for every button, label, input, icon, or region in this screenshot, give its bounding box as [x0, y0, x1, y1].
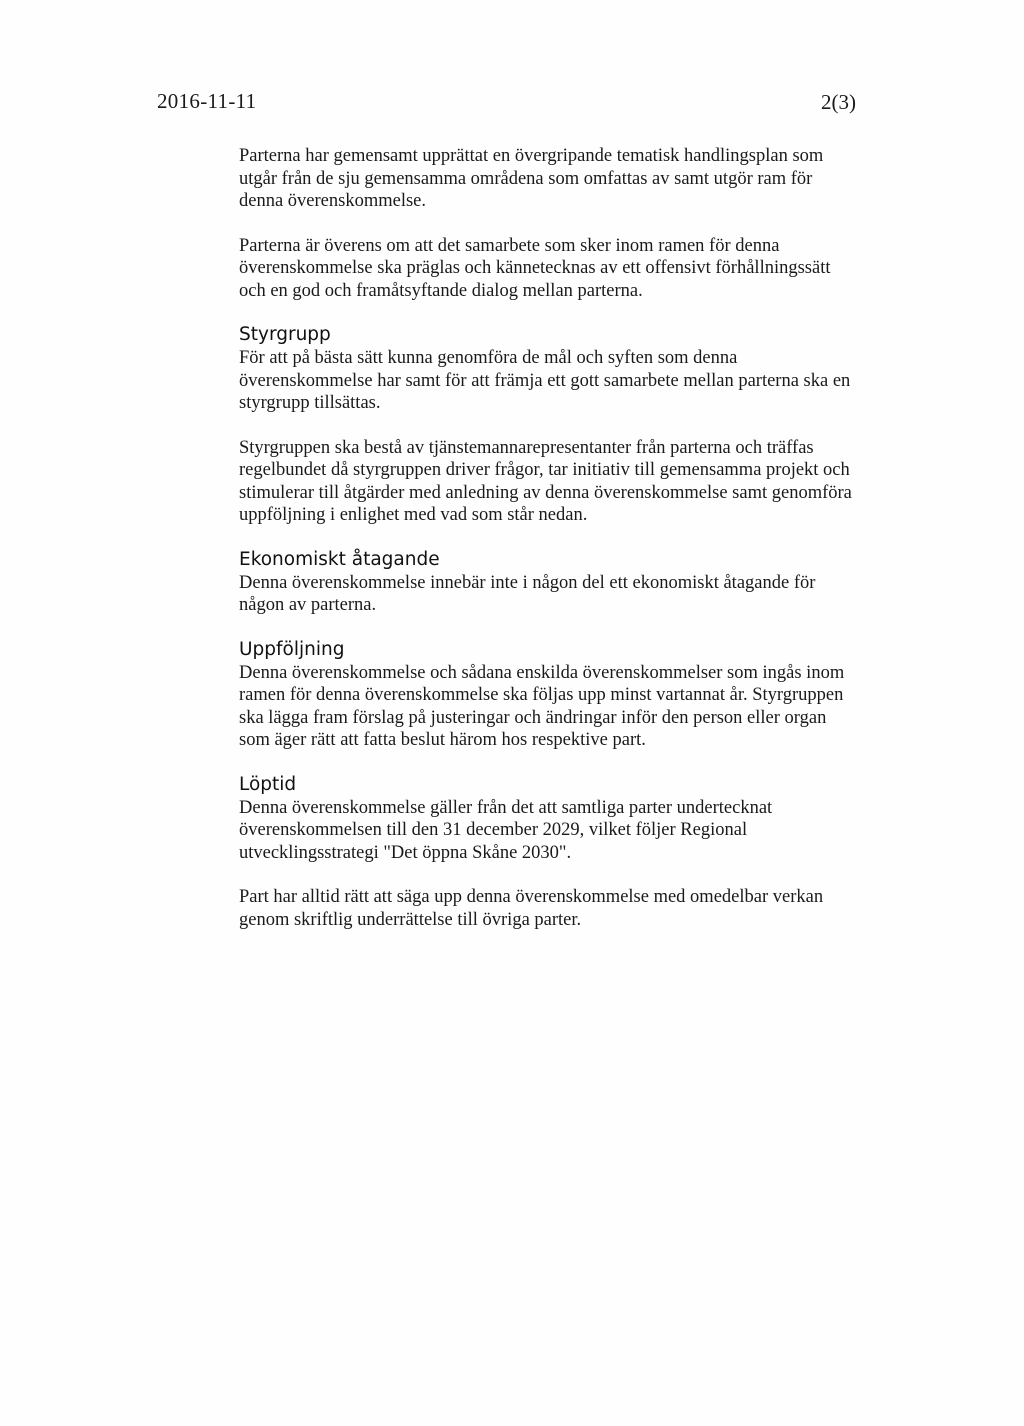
text-line: genom skriftlig underrättelse till övriga parter. [239, 909, 582, 930]
text-line: För att på bästa sätt kunna genomföra de mål och syften som denna [239, 348, 738, 368]
text-line: och en god och framåtsyftande dialog mellan parterna. [239, 280, 643, 301]
heading-loptid: Löptid [239, 773, 297, 795]
text-line: Denna överenskommelse innebär inte i någon del ett ekonomiskt åtagande för [239, 572, 816, 593]
text-line: Parterna har gemensamt upprättat en övergripande tematisk handlingsplan som [239, 146, 824, 166]
text-line: Part har alltid rätt att säga upp denna överenskommelse med omedelbar verkan [239, 887, 824, 907]
heading-uppfoljning: Uppföljning [239, 638, 345, 660]
text-line: Styrgruppen ska bestå av tjänstemannarepresentanter från parterna och träffas [239, 437, 814, 458]
text-line: överenskommelsen till den 31 december 2029, vilket följer Regional [239, 820, 748, 840]
text-line: styrgrupp tillsättas. [239, 393, 381, 413]
text-line: Denna överenskommelse och sådana enskilda överenskommelser som ingås inom [239, 662, 845, 683]
text-line: ramen för denna överenskommelse ska följas upp minst vartannat år. Styrgruppen [239, 685, 844, 705]
text-line: ska lägga fram förslag på justeringar och ändringar inför den person eller organ [239, 707, 827, 728]
text-line: överenskommelse har samt för att främja ett gott samarbete mellan parterna ska en [239, 370, 851, 391]
text-line: stimulerar till åtgärder med anledning av denna överenskommelse samt genomföra [239, 482, 852, 503]
paragraph-loptid [239, 797, 899, 865]
paragraph-uppsagning [239, 886, 899, 931]
document-body [239, 145, 899, 931]
text-line: som äger rätt att fatta beslut härom hos respektive part. [239, 730, 646, 750]
text-line: regelbundet då styrgruppen driver frågor, tar initiativ till gemensamma projekt och [239, 460, 850, 480]
heading-ekonomiskt-atagande: Ekonomiskt åtagande [239, 548, 440, 570]
text-line: denna överenskommelse. [239, 191, 426, 211]
paragraph-styrgrupp-sammansattning [239, 437, 899, 527]
document-date: 2016-11-11 [157, 89, 257, 113]
text-line: Parterna är överens om att det samarbete som sker inom ramen för denna [239, 235, 780, 256]
text-line: Denna överenskommelse gäller från det att samtliga parter undertecknat [239, 797, 773, 818]
text-line: utgår från de sju gemensamma områdena som omfattas av samt utgör ram för [239, 168, 813, 189]
heading-styrgrupp: Styrgrupp [239, 324, 331, 345]
text-line: överenskommelse ska präglas och kännetecknas av ett offensivt förhållningssätt [239, 258, 831, 278]
paragraph-ekonomiskt [239, 572, 899, 617]
text-line: någon av parterna. [239, 595, 377, 615]
paragraph-samarbete [239, 235, 899, 303]
text-line: uppföljning i enlighet med vad som står nedan. [239, 505, 588, 525]
paragraph-handlingsplan [239, 145, 899, 213]
page-number: 2(3) [821, 90, 856, 114]
text-line: utvecklingsstrategi "Det öppna Skåne 2030". [239, 842, 572, 863]
paragraph-styrgrupp-syfte [239, 347, 899, 415]
paragraph-uppfoljning [239, 662, 899, 752]
